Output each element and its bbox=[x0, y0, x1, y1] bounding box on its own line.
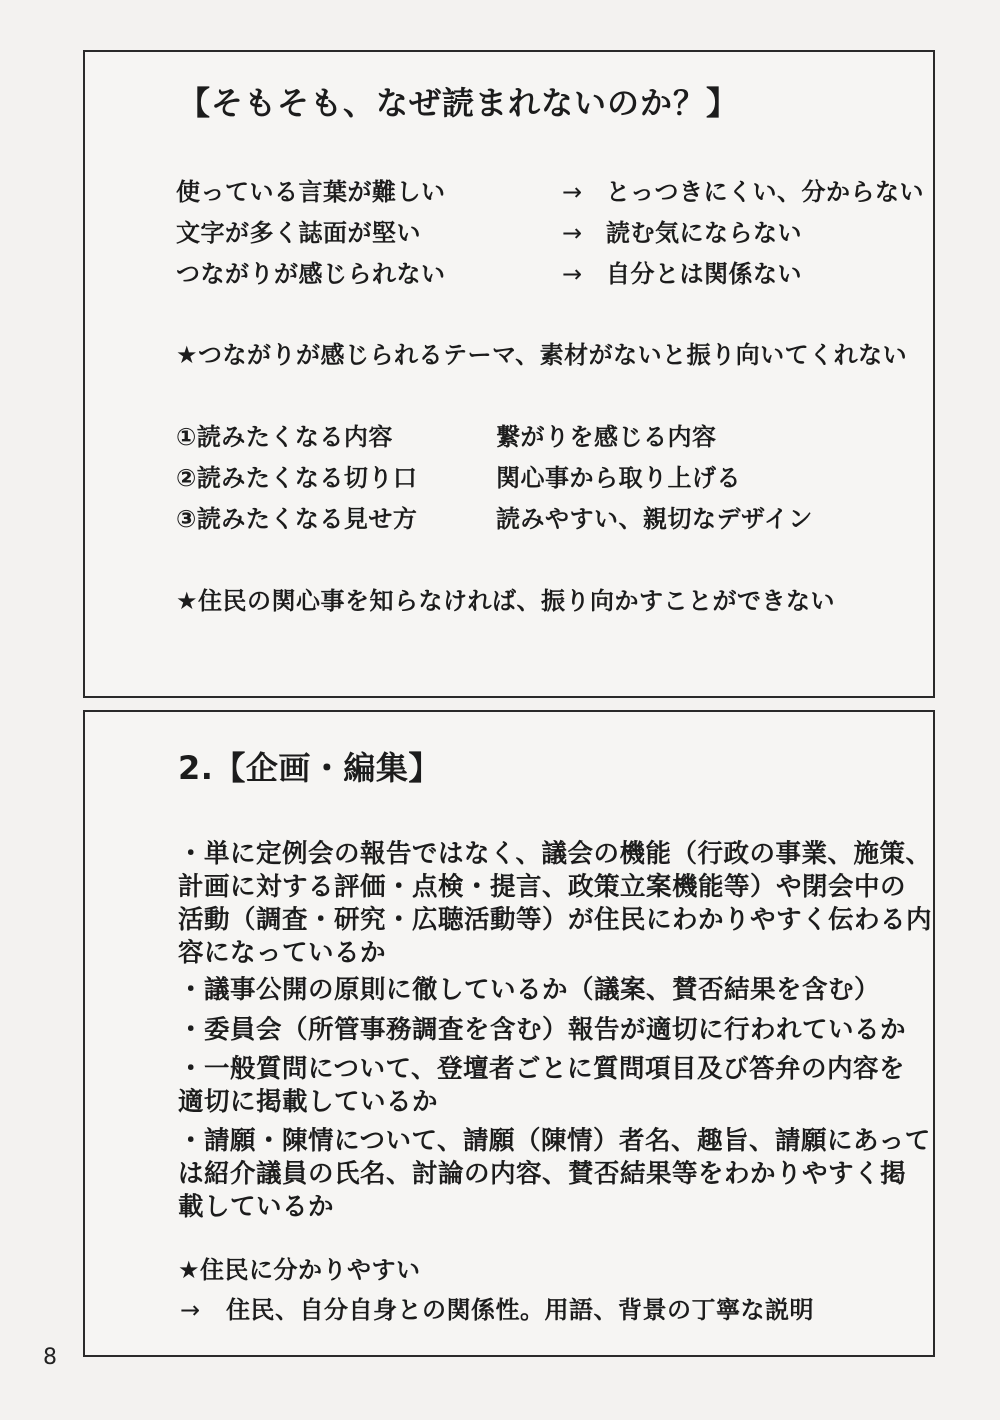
problem-cause-3: つながりが感じられない bbox=[176, 260, 446, 288]
problem-effect-3: 自分とは関係ない bbox=[606, 260, 802, 288]
item-1-line-1: ・単に定例会の報告ではなく、議会の機能（行政の事業、施策、 bbox=[178, 839, 932, 869]
page-number: 8 bbox=[43, 1345, 57, 1370]
point-desc-1: 繋がりを感じる内容 bbox=[496, 423, 717, 451]
item-5-line-1: ・請願・陳情について、請願（陳情）者名、趣旨、請願にあって bbox=[178, 1126, 931, 1156]
item-4-line-2: 適切に掲載しているか bbox=[178, 1087, 439, 1117]
arrow-icon: → bbox=[562, 178, 583, 206]
problem-cause-1: 使っている言葉が難しい bbox=[176, 178, 446, 206]
item-5-line-3: 載しているか bbox=[178, 1192, 335, 1222]
arrow-icon: → bbox=[180, 1296, 201, 1324]
item-1-line-3: 活動（調査・研究・広聴活動等）が住民にわかりやすく伝わる内 bbox=[178, 905, 933, 935]
item-4-line-1: ・一般質問について、登壇者ごとに質問項目及び答弁の内容を bbox=[178, 1054, 905, 1084]
point-desc-2: 関心事から取り上げる bbox=[496, 464, 741, 492]
point-label-3: ③読みたくなる見せ方 bbox=[176, 505, 418, 533]
section1-note-1: ★つながりが感じられるテーマ、素材がないと振り向いてくれない bbox=[176, 341, 908, 369]
problem-cause-2: 文字が多く誌面が堅い bbox=[176, 219, 421, 247]
item-1-line-4: 容になっているか bbox=[178, 938, 387, 968]
item-1-line-2: 計画に対する評価・点検・提言、政策立案機能等）や閉会中の bbox=[178, 872, 907, 902]
problem-effect-2: 読む気にならない bbox=[606, 219, 802, 247]
arrow-icon: → bbox=[562, 219, 583, 247]
problem-effect-1: とっつきにくい、分からない bbox=[606, 178, 925, 206]
section2-title: 2.【企画・編集】 bbox=[178, 749, 441, 787]
point-desc-3: 読みやすい、親切なデザイン bbox=[496, 505, 813, 533]
item-3-line-1: ・委員会（所管事務調査を含む）報告が適切に行われているか bbox=[178, 1015, 907, 1045]
item-2-line-1: ・議事公開の原則に徹しているか（議案、賛否結果を含む） bbox=[178, 975, 881, 1005]
arrow-icon: → bbox=[562, 260, 583, 288]
section1-title: 【そもそも、なぜ読まれないのか？】 bbox=[178, 84, 740, 122]
item-5-line-2: は紹介議員の氏名、討論の内容、賛否結果等をわかりやすく掲 bbox=[178, 1159, 907, 1189]
point-label-1: ①読みたくなる内容 bbox=[176, 423, 393, 451]
section2-note-star: ★住民に分かりやすい bbox=[178, 1256, 421, 1284]
point-label-2: ②読みたくなる切り口 bbox=[176, 464, 418, 492]
section2-note-text: 住民、自分自身との関係性。用語、背景の丁寧な説明 bbox=[226, 1296, 814, 1324]
section1-note-2: ★住民の関心事を知らなければ、振り向かすことができない bbox=[176, 587, 836, 615]
